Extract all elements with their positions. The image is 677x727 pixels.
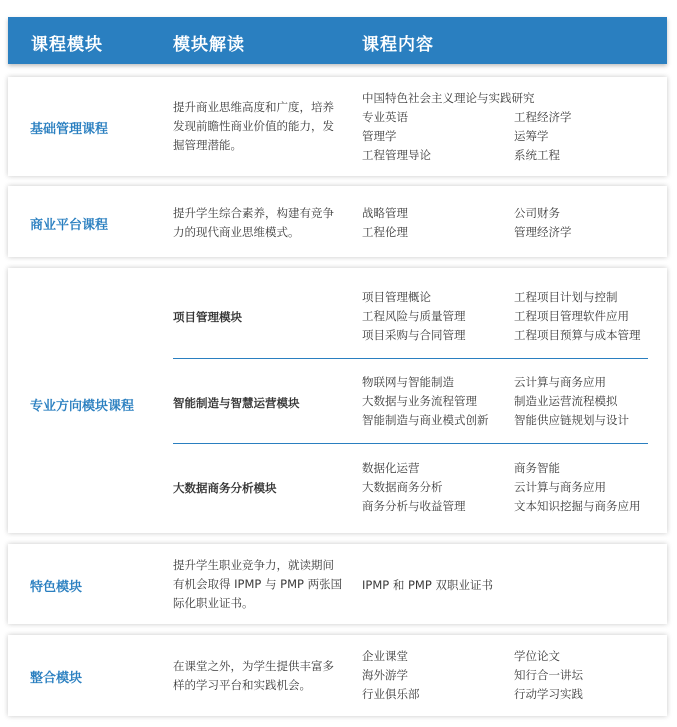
course-list-a xyxy=(362,204,408,242)
course-item: 项目管理概论 xyxy=(362,290,431,304)
submodule-name: 项目管理模块 xyxy=(173,310,242,324)
course-item: 云计算与商务应用 xyxy=(514,375,606,389)
course-item: 管理学 xyxy=(362,129,397,143)
module-name-platform: 商业平台课程 xyxy=(30,218,109,233)
course-list-b xyxy=(514,204,572,242)
row-specialty xyxy=(8,268,667,533)
course-list-b xyxy=(514,647,583,704)
course-item: 智能制造与商业模式创新 xyxy=(362,413,489,427)
row-integration xyxy=(8,635,667,716)
row-basic xyxy=(8,77,667,176)
course-item: IPMP 和 PMP 双职业证书 xyxy=(362,578,493,592)
row-platform xyxy=(8,186,667,257)
course-item: 中国特色社会主义理论与实践研究 xyxy=(362,91,535,105)
course-item: 系统工程 xyxy=(514,148,560,162)
course-item: 管理经济学 xyxy=(514,225,572,239)
course-item: 工程项目管理软件应用 xyxy=(514,309,629,323)
header-content: 课程内容 xyxy=(362,35,434,55)
submodule-name: 大数据商务分析模块 xyxy=(173,481,277,495)
course-item: 工程经济学 xyxy=(514,110,572,124)
module-name-basic: 基础管理课程 xyxy=(30,122,109,137)
course-item: 商务智能 xyxy=(514,461,560,475)
course-item: 云计算与商务应用 xyxy=(514,480,606,494)
course-item: 企业课堂 xyxy=(362,649,408,663)
course-item: 工程项目预算与成本管理 xyxy=(514,328,641,342)
course-list-b xyxy=(514,373,629,430)
course-list-a xyxy=(362,647,420,704)
course-list-b xyxy=(514,288,641,345)
course-item: 大数据与业务流程管理 xyxy=(362,394,477,408)
course-item: 数据化运营 xyxy=(362,461,420,475)
course-list-a xyxy=(362,373,489,430)
table-header xyxy=(8,17,667,64)
course-item: 工程项目计划与控制 xyxy=(514,290,618,304)
course-list-a xyxy=(362,288,466,345)
header-module: 课程模块 xyxy=(31,35,103,55)
course-item: 文本知识挖掘与商务应用 xyxy=(514,499,641,513)
course-item: 制造业运营流程模拟 xyxy=(514,394,618,408)
module-name-integration: 整合模块 xyxy=(30,671,83,686)
course-list-a xyxy=(362,576,493,595)
module-name-specialty: 专业方向模块课程 xyxy=(30,399,135,414)
course-item: 智能供应链规划与设计 xyxy=(514,413,629,427)
course-item: 项目采购与合同管理 xyxy=(362,328,466,342)
course-item: 海外游学 xyxy=(362,668,408,682)
module-desc-integration: 在课堂之外，为学生提供丰富多样的学习平台和实践机会。 xyxy=(173,659,334,692)
module-desc-basic: 提升商业思维高度和广度，培养发现前瞻性商业价值的能力，发掘管理潜能。 xyxy=(173,100,334,152)
course-item: 行业俱乐部 xyxy=(362,687,420,701)
course-item: 工程管理导论 xyxy=(362,148,431,162)
course-item: 物联网与智能制造 xyxy=(362,375,454,389)
course-item: 公司财务 xyxy=(514,206,560,220)
course-item: 知行合一讲坛 xyxy=(514,668,583,682)
divider xyxy=(173,358,648,359)
course-item: 战略管理 xyxy=(362,206,408,220)
course-list-a xyxy=(362,459,466,516)
course-list-b xyxy=(514,108,572,165)
course-line-full xyxy=(362,89,535,108)
course-item: 商务分析与收益管理 xyxy=(362,499,466,513)
module-desc-platform: 提升学生综合素养，构建有竞争力的现代商业思维模式。 xyxy=(173,206,334,239)
course-list-b xyxy=(514,459,641,516)
divider xyxy=(173,443,648,444)
course-item: 工程伦理 xyxy=(362,225,408,239)
course-item: 行动学习实践 xyxy=(514,687,583,701)
course-item: 专业英语 xyxy=(362,110,408,124)
course-item: 运筹学 xyxy=(514,129,549,143)
module-name-featured: 特色模块 xyxy=(30,580,83,595)
course-item: 学位论文 xyxy=(514,649,560,663)
row-featured xyxy=(8,544,667,624)
course-list-a xyxy=(362,108,431,165)
header-interpretation: 模块解读 xyxy=(173,35,245,55)
submodule-name: 智能制造与智慧运营模块 xyxy=(173,396,300,410)
course-item: 大数据商务分析 xyxy=(362,480,443,494)
course-item: 工程风险与质量管理 xyxy=(362,309,466,323)
module-desc-featured: 提升学生职业竞争力，就读期间有机会取得 IPMP 与 PMP 两张国际化职业证书。 xyxy=(173,558,343,610)
